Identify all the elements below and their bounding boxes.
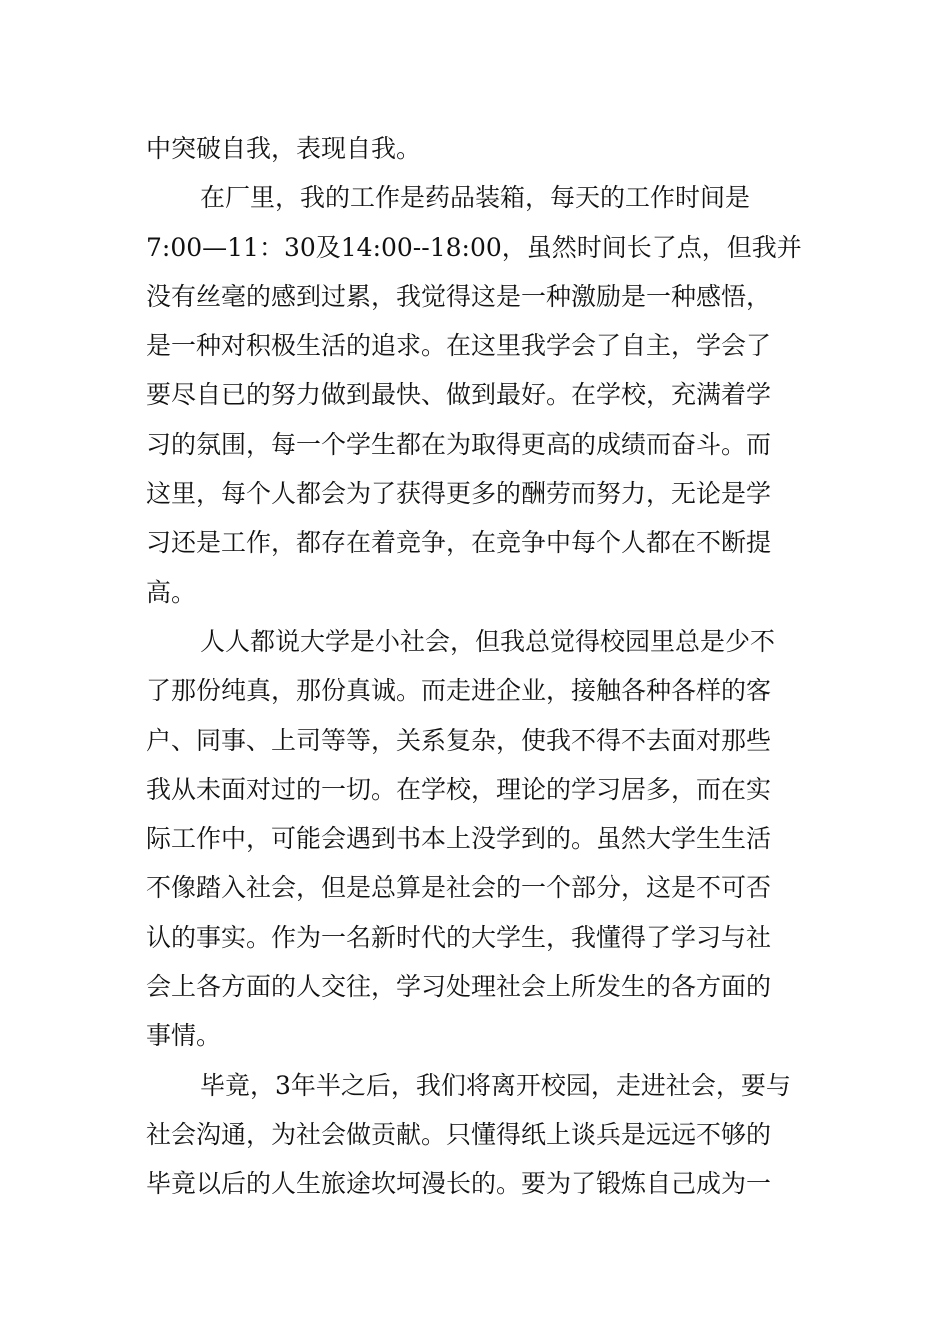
text-line: 没有丝毫的感到过累，我觉得这是一种激励是一种感悟，: [146, 281, 772, 311]
text-line: 习的氛围，每一个学生都在为取得更高的成绩而奋斗。而: [146, 429, 772, 459]
text-line: 社会沟通，为社会做贡献。只懂得纸上谈兵是远远不够的: [146, 1119, 772, 1149]
text-line: 这里，每个人都会为了获得更多的酬劳而努力，无论是学: [146, 479, 772, 509]
text-line: 高。: [146, 577, 197, 607]
text-line: 在厂里，我的工作是药品装箱，每天的工作时间是: [200, 183, 751, 213]
text-line: 毕竟，3年半之后，我们将离开校园，走进社会，要与: [200, 1070, 791, 1100]
text-line: 毕竟以后的人生旅途坎坷漫长的。要为了锻炼自己成为一: [146, 1169, 772, 1199]
text-line: 了那份纯真，那份真诚。而走进企业，接触各种各样的客: [146, 676, 772, 706]
text-line: 不像踏入社会，但是总算是社会的一个部分，这是不可否: [146, 873, 772, 903]
text-line: 认的事实。作为一名新时代的大学生，我懂得了学习与社: [146, 922, 772, 952]
text-line: 人人都说大学是小社会，但我总觉得校园里总是少不: [200, 626, 776, 656]
text-line: 户、同事、上司等等，关系复杂，使我不得不去面对那些: [146, 725, 772, 755]
text-line: 中突破自我，表现自我。: [146, 134, 422, 163]
text-line: 我从未面对过的一切。在学校，理论的学习居多，而在实: [146, 774, 772, 804]
text-line: 7:00—11：30及14:00--18:00，虽然时间长了点，但我并: [146, 232, 802, 262]
text-line: 习还是工作，都存在着竞争，在竞争中每个人都在不断提: [146, 528, 772, 558]
text-line: 事情。: [146, 1021, 222, 1051]
text-line: 会上各方面的人交往，学习处理社会上所发生的各方面的: [146, 972, 772, 1002]
document-body: [146, 124, 816, 1209]
text-line: 要尽自已的努力做到最快、做到最好。在学校，充满着学: [146, 380, 772, 410]
text-line: 际工作中，可能会遇到书本上没学到的。虽然大学生生活: [146, 824, 772, 854]
text-line: 是一种对积极生活的追求。在这里我学会了自主，学会了: [146, 331, 772, 361]
